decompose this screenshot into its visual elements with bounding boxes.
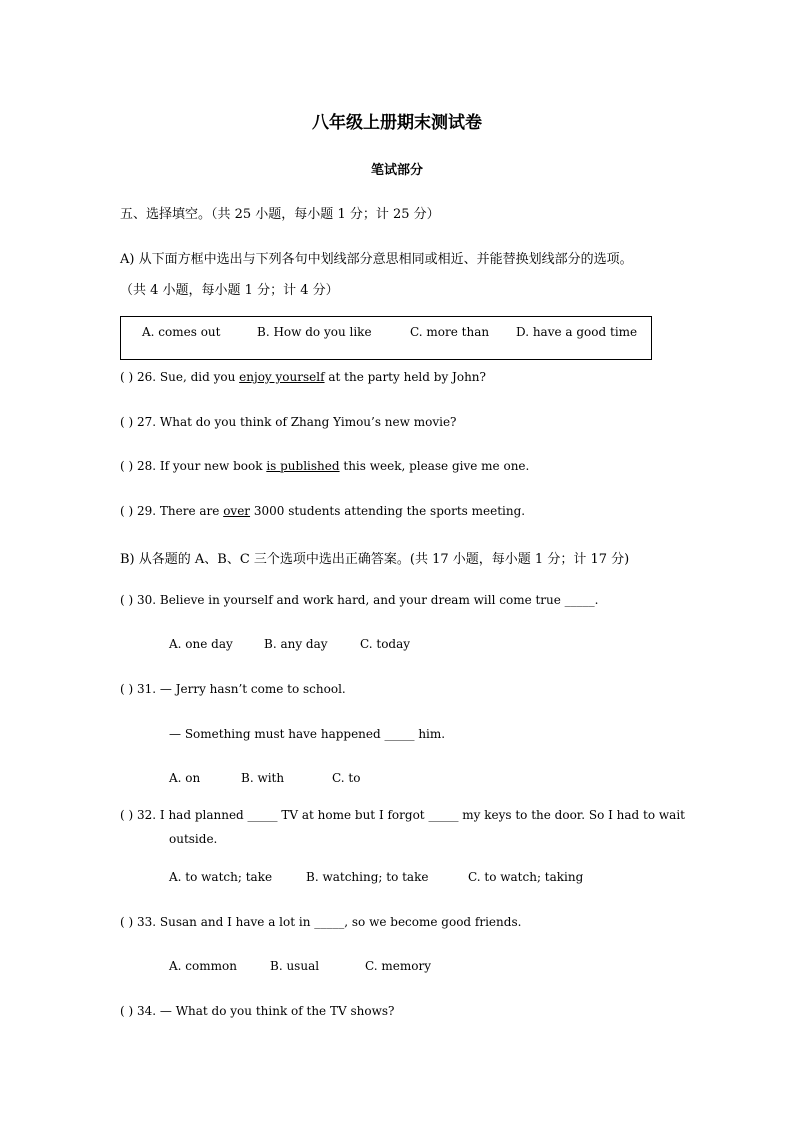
part-a-instruction-line2: （共 4 小题，每小题 1 分；计 4 分） [120,283,339,298]
page-title: 八年级上册期末测试卷 [312,113,482,133]
box-option-c: C. more than [410,325,490,339]
box-option-b: B. How do you like [257,325,372,339]
question-26-text-end: at the party held by John? [324,370,486,384]
q31-option-a: A. on [169,771,201,785]
part-a-instruction-line1: A) 从下面方框中选出与下列各句中划线部分意思相同或相近、并能替换划线部分的选项。 [120,252,633,267]
q33-option-a: A. common [169,959,237,973]
q30-option-c: C. today [360,637,411,651]
question-30: ( ) 30. Believe in yourself and work hard, and your dream will come true _____. [120,593,599,607]
box-option-d: D. have a good time [516,325,638,339]
page-subtitle: 笔试部分 [370,163,423,178]
question-32: ( ) 32. I had planned _____ TV at home but I forgot _____ my keys to the door. So I had to wait [120,808,685,822]
question-26-text: ( ) 26. Sue, did you [120,370,240,384]
section-heading: 五、选择填空。（共 25 小题，每小题 1 分；计 25 分） [120,207,440,222]
question-28-text: ( ) 28. If your new book [120,459,267,473]
question-26-underlined: enjoy yourself [239,370,325,384]
q30-option-a: A. one day [169,637,233,651]
question-34: ( ) 34. — What do you think of the TV shows? [120,1004,395,1018]
q31-option-b: B. with [241,771,285,785]
question-31-line2: — Something must have happened _____ him. [169,727,446,741]
question-29-text-end: 3000 students attending the sports meeting. [250,504,526,518]
question-31: ( ) 31. — Jerry hasn’t come to school. [120,682,346,696]
question-29-underlined: over [223,504,251,518]
question-28 [120,459,529,473]
q32-option-c: C. to watch; taking [468,870,584,884]
question-28-underlined: is published [266,459,340,473]
q33-option-b: B. usual [270,959,320,973]
box-option-a: A. comes out [142,325,221,339]
question-33: ( ) 33. Susan and I have a lot in _____, so we become good friends. [120,915,522,929]
question-28-text-end: this week, please give me one. [339,459,530,473]
question-29 [120,504,525,518]
question-32-line2: outside. [169,832,218,846]
q30-option-b: B. any day [264,637,328,651]
part-b-instruction: B) 从各题的 A、B、C 三个选项中选出正确答案。(共 17 小题，每小题 1 分；计 17 分) [120,552,630,567]
question-27: ( ) 27. What do you think of Zhang Yimou’s new movie? [120,415,457,429]
q32-option-b: B. watching; to take [306,870,429,884]
q32-option-a: A. to watch; take [169,870,273,884]
question-26 [120,370,486,384]
q31-option-c: C. to [332,771,361,785]
question-29-text: ( ) 29. There are [120,504,224,518]
q33-option-c: C. memory [365,959,431,973]
